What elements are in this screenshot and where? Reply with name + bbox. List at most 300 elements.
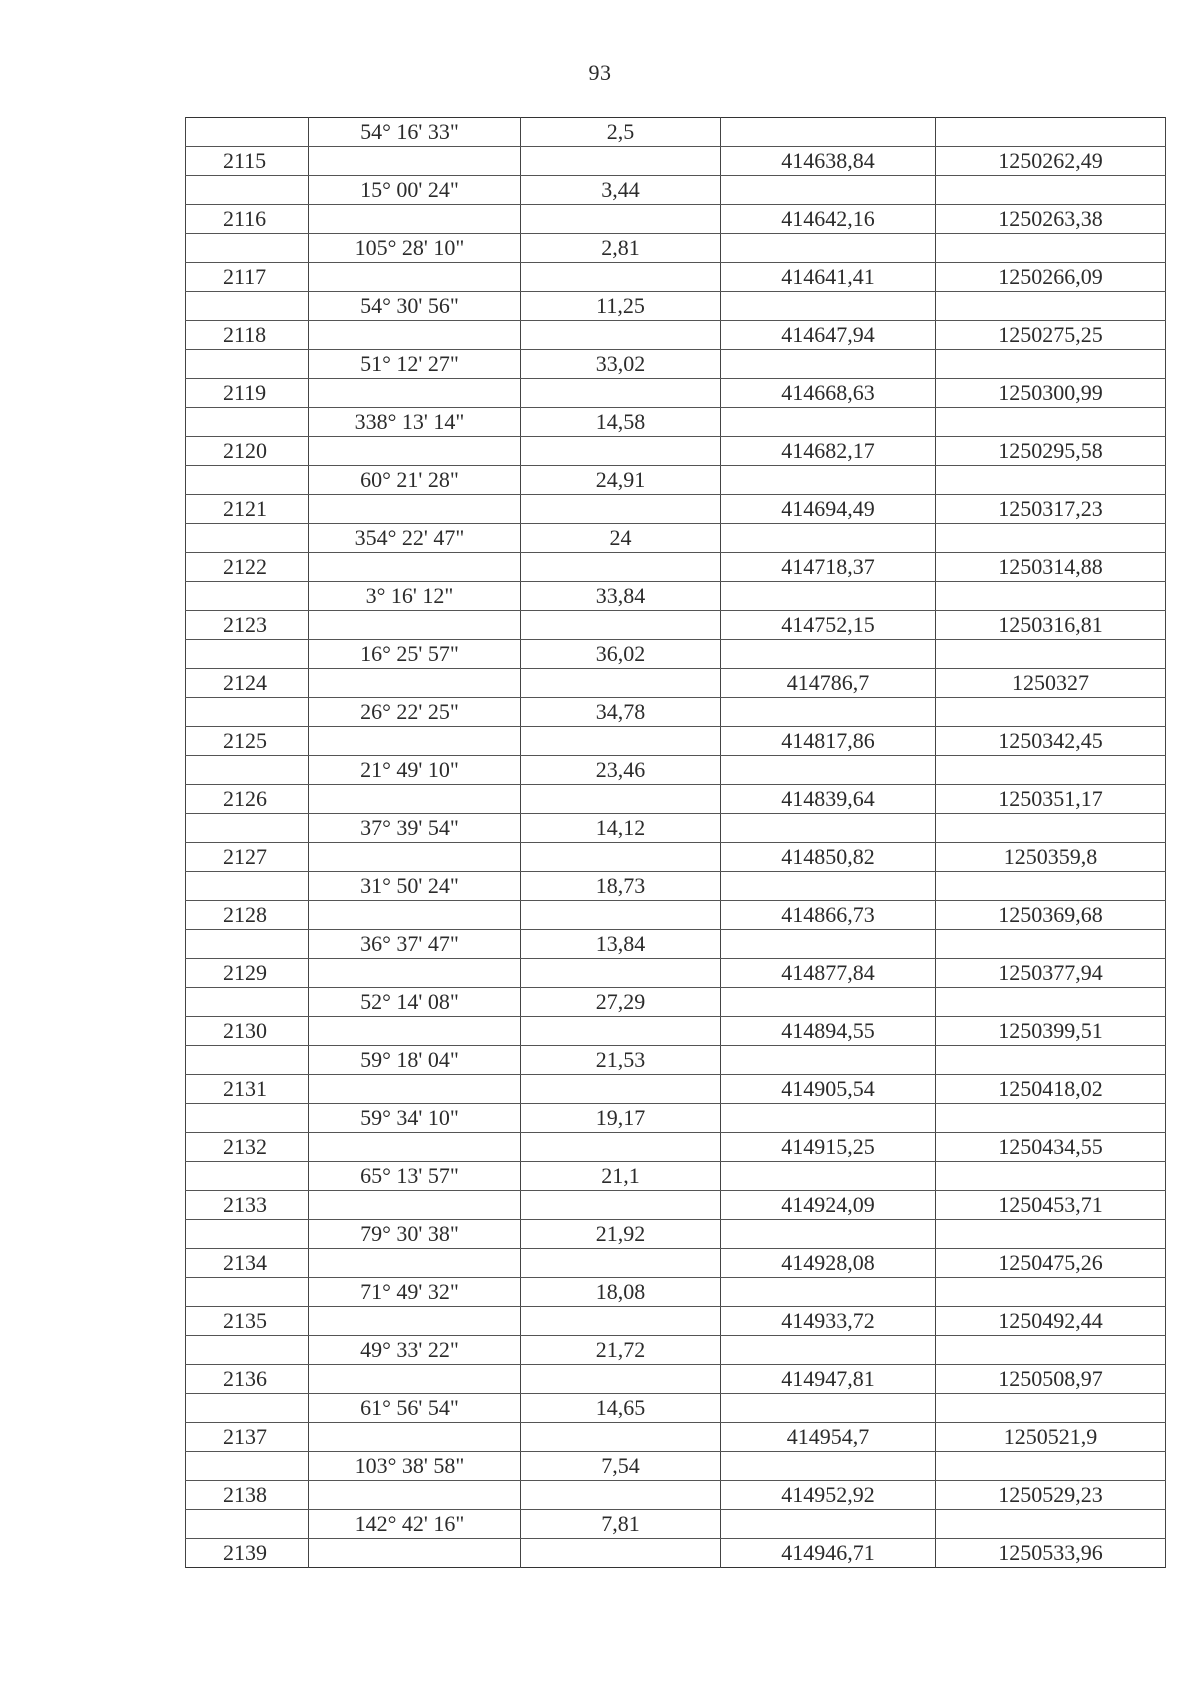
direction-angle-cell: 103° 38' 58"	[309, 1452, 521, 1481]
direction-angle-cell	[309, 1133, 521, 1162]
point-number-cell: 2117	[186, 263, 309, 292]
segment-row	[186, 1220, 1166, 1249]
point-number-cell: 2127	[186, 843, 309, 872]
point-row	[186, 263, 1166, 292]
point-number-cell: 2118	[186, 321, 309, 350]
distance-cell: 14,58	[521, 408, 721, 437]
point-row	[186, 553, 1166, 582]
y-coordinate-cell	[936, 814, 1166, 843]
direction-angle-cell	[309, 785, 521, 814]
distance-cell	[521, 263, 721, 292]
distance-cell: 18,73	[521, 872, 721, 901]
y-coordinate-cell: 1250369,68	[936, 901, 1166, 930]
y-coordinate-cell	[936, 640, 1166, 669]
distance-cell: 21,1	[521, 1162, 721, 1191]
y-coordinate-cell: 1250529,23	[936, 1481, 1166, 1510]
point-row	[186, 1539, 1166, 1568]
x-coordinate-cell	[721, 466, 936, 495]
y-coordinate-cell: 1250475,26	[936, 1249, 1166, 1278]
segment-row	[186, 176, 1166, 205]
y-coordinate-cell	[936, 872, 1166, 901]
point-row	[186, 1191, 1166, 1220]
direction-angle-cell	[309, 1249, 521, 1278]
point-row	[186, 1017, 1166, 1046]
direction-angle-cell: 49° 33' 22"	[309, 1336, 521, 1365]
y-coordinate-cell: 1250418,02	[936, 1075, 1166, 1104]
y-coordinate-cell: 1250316,81	[936, 611, 1166, 640]
direction-angle-cell: 59° 34' 10"	[309, 1104, 521, 1133]
x-coordinate-cell: 414641,41	[721, 263, 936, 292]
direction-angle-cell: 15° 00' 24"	[309, 176, 521, 205]
direction-angle-cell	[309, 553, 521, 582]
point-row	[186, 437, 1166, 466]
direction-angle-cell	[309, 1191, 521, 1220]
direction-angle-cell: 59° 18' 04"	[309, 1046, 521, 1075]
direction-angle-cell	[309, 727, 521, 756]
y-coordinate-cell	[936, 1220, 1166, 1249]
point-row	[186, 727, 1166, 756]
y-coordinate-cell: 1250317,23	[936, 495, 1166, 524]
direction-angle-cell	[309, 959, 521, 988]
segment-row	[186, 1394, 1166, 1423]
point-row	[186, 1249, 1166, 1278]
x-coordinate-cell	[721, 640, 936, 669]
distance-cell: 24,91	[521, 466, 721, 495]
distance-cell: 13,84	[521, 930, 721, 959]
point-number-cell: 2132	[186, 1133, 309, 1162]
point-row	[186, 147, 1166, 176]
x-coordinate-cell: 414752,15	[721, 611, 936, 640]
y-coordinate-cell	[936, 118, 1166, 147]
y-coordinate-cell: 1250533,96	[936, 1539, 1166, 1568]
point-number-cell	[186, 1162, 309, 1191]
y-coordinate-cell: 1250266,09	[936, 263, 1166, 292]
point-number-cell: 2138	[186, 1481, 309, 1510]
point-number-cell: 2124	[186, 669, 309, 698]
y-coordinate-cell	[936, 524, 1166, 553]
y-coordinate-cell: 1250377,94	[936, 959, 1166, 988]
distance-cell: 21,92	[521, 1220, 721, 1249]
point-number-cell: 2137	[186, 1423, 309, 1452]
direction-angle-cell: 65° 13' 57"	[309, 1162, 521, 1191]
y-coordinate-cell	[936, 176, 1166, 205]
segment-row	[186, 524, 1166, 553]
point-row	[186, 1075, 1166, 1104]
y-coordinate-cell	[936, 234, 1166, 263]
point-number-cell	[186, 640, 309, 669]
segment-row	[186, 814, 1166, 843]
x-coordinate-cell: 414817,86	[721, 727, 936, 756]
direction-angle-cell	[309, 321, 521, 350]
x-coordinate-cell	[721, 234, 936, 263]
x-coordinate-cell	[721, 872, 936, 901]
segment-row	[186, 756, 1166, 785]
distance-cell	[521, 785, 721, 814]
y-coordinate-cell: 1250327	[936, 669, 1166, 698]
point-row	[186, 1133, 1166, 1162]
point-number-cell: 2123	[186, 611, 309, 640]
distance-cell: 21,72	[521, 1336, 721, 1365]
distance-cell	[521, 379, 721, 408]
y-coordinate-cell: 1250508,97	[936, 1365, 1166, 1394]
y-coordinate-cell	[936, 698, 1166, 727]
direction-angle-cell: 36° 37' 47"	[309, 930, 521, 959]
y-coordinate-cell: 1250492,44	[936, 1307, 1166, 1336]
x-coordinate-cell: 414905,54	[721, 1075, 936, 1104]
segment-row	[186, 1162, 1166, 1191]
point-number-cell	[186, 524, 309, 553]
distance-cell: 7,81	[521, 1510, 721, 1539]
point-number-cell	[186, 176, 309, 205]
coordinates-table-body	[186, 118, 1166, 1568]
direction-angle-cell: 71° 49' 32"	[309, 1278, 521, 1307]
distance-cell	[521, 553, 721, 582]
x-coordinate-cell: 414786,7	[721, 669, 936, 698]
y-coordinate-cell: 1250263,38	[936, 205, 1166, 234]
direction-angle-cell	[309, 379, 521, 408]
distance-cell: 18,08	[521, 1278, 721, 1307]
distance-cell: 36,02	[521, 640, 721, 669]
point-row	[186, 205, 1166, 234]
distance-cell: 24	[521, 524, 721, 553]
x-coordinate-cell	[721, 292, 936, 321]
point-row	[186, 669, 1166, 698]
distance-cell	[521, 669, 721, 698]
direction-angle-cell	[309, 1481, 521, 1510]
segment-row	[186, 408, 1166, 437]
segment-row	[186, 1104, 1166, 1133]
point-number-cell: 2134	[186, 1249, 309, 1278]
point-number-cell	[186, 1336, 309, 1365]
distance-cell	[521, 147, 721, 176]
x-coordinate-cell	[721, 1452, 936, 1481]
direction-angle-cell: 354° 22' 47"	[309, 524, 521, 553]
distance-cell	[521, 611, 721, 640]
direction-angle-cell	[309, 1017, 521, 1046]
y-coordinate-cell: 1250351,17	[936, 785, 1166, 814]
x-coordinate-cell	[721, 1104, 936, 1133]
point-number-cell	[186, 930, 309, 959]
direction-angle-cell	[309, 1365, 521, 1394]
y-coordinate-cell	[936, 350, 1166, 379]
x-coordinate-cell	[721, 1336, 936, 1365]
x-coordinate-cell: 414924,09	[721, 1191, 936, 1220]
direction-angle-cell	[309, 205, 521, 234]
segment-row	[186, 118, 1166, 147]
point-number-cell	[186, 814, 309, 843]
x-coordinate-cell	[721, 1046, 936, 1075]
direction-angle-cell: 21° 49' 10"	[309, 756, 521, 785]
distance-cell	[521, 901, 721, 930]
y-coordinate-cell	[936, 756, 1166, 785]
point-number-cell: 2126	[186, 785, 309, 814]
distance-cell	[521, 1365, 721, 1394]
y-coordinate-cell	[936, 1162, 1166, 1191]
x-coordinate-cell: 414928,08	[721, 1249, 936, 1278]
point-row	[186, 959, 1166, 988]
distance-cell	[521, 1423, 721, 1452]
x-coordinate-cell: 414718,37	[721, 553, 936, 582]
y-coordinate-cell: 1250295,58	[936, 437, 1166, 466]
distance-cell	[521, 437, 721, 466]
x-coordinate-cell	[721, 988, 936, 1017]
segment-row	[186, 988, 1166, 1017]
distance-cell	[521, 1307, 721, 1336]
y-coordinate-cell: 1250342,45	[936, 727, 1166, 756]
distance-cell	[521, 727, 721, 756]
direction-angle-cell: 61° 56' 54"	[309, 1394, 521, 1423]
y-coordinate-cell	[936, 292, 1166, 321]
x-coordinate-cell	[721, 1510, 936, 1539]
direction-angle-cell: 3° 16' 12"	[309, 582, 521, 611]
y-coordinate-cell	[936, 930, 1166, 959]
point-number-cell	[186, 756, 309, 785]
point-number-cell	[186, 582, 309, 611]
direction-angle-cell: 142° 42' 16"	[309, 1510, 521, 1539]
segment-row	[186, 930, 1166, 959]
point-row	[186, 1423, 1166, 1452]
point-number-cell	[186, 350, 309, 379]
point-number-cell: 2128	[186, 901, 309, 930]
x-coordinate-cell	[721, 1162, 936, 1191]
x-coordinate-cell	[721, 698, 936, 727]
x-coordinate-cell: 414952,92	[721, 1481, 936, 1510]
point-number-cell: 2136	[186, 1365, 309, 1394]
x-coordinate-cell: 414642,16	[721, 205, 936, 234]
point-row	[186, 785, 1166, 814]
distance-cell: 34,78	[521, 698, 721, 727]
point-number-cell: 2120	[186, 437, 309, 466]
distance-cell: 14,12	[521, 814, 721, 843]
y-coordinate-cell	[936, 582, 1166, 611]
x-coordinate-cell	[721, 930, 936, 959]
point-number-cell: 2131	[186, 1075, 309, 1104]
point-number-cell: 2121	[186, 495, 309, 524]
segment-row	[186, 640, 1166, 669]
x-coordinate-cell	[721, 756, 936, 785]
segment-row	[186, 872, 1166, 901]
distance-cell: 19,17	[521, 1104, 721, 1133]
x-coordinate-cell: 414638,84	[721, 147, 936, 176]
distance-cell: 33,84	[521, 582, 721, 611]
x-coordinate-cell	[721, 118, 936, 147]
distance-cell: 2,5	[521, 118, 721, 147]
direction-angle-cell	[309, 669, 521, 698]
x-coordinate-cell: 414647,94	[721, 321, 936, 350]
direction-angle-cell	[309, 437, 521, 466]
point-number-cell	[186, 872, 309, 901]
point-number-cell	[186, 1510, 309, 1539]
point-number-cell	[186, 988, 309, 1017]
point-row	[186, 1481, 1166, 1510]
point-number-cell: 2119	[186, 379, 309, 408]
point-number-cell	[186, 292, 309, 321]
y-coordinate-cell	[936, 1046, 1166, 1075]
x-coordinate-cell: 414694,49	[721, 495, 936, 524]
y-coordinate-cell	[936, 1278, 1166, 1307]
point-row	[186, 1307, 1166, 1336]
direction-angle-cell	[309, 901, 521, 930]
segment-row	[186, 1278, 1166, 1307]
point-number-cell: 2115	[186, 147, 309, 176]
point-number-cell: 2122	[186, 553, 309, 582]
point-number-cell: 2133	[186, 1191, 309, 1220]
distance-cell	[521, 205, 721, 234]
point-row	[186, 1365, 1166, 1394]
page-number: 93	[588, 60, 612, 85]
distance-cell: 27,29	[521, 988, 721, 1017]
point-number-cell: 2139	[186, 1539, 309, 1568]
distance-cell: 33,02	[521, 350, 721, 379]
x-coordinate-cell	[721, 582, 936, 611]
distance-cell	[521, 843, 721, 872]
direction-angle-cell: 338° 13' 14"	[309, 408, 521, 437]
x-coordinate-cell	[721, 350, 936, 379]
point-number-cell	[186, 1394, 309, 1423]
y-coordinate-cell	[936, 408, 1166, 437]
point-number-cell	[186, 698, 309, 727]
distance-cell	[521, 1191, 721, 1220]
distance-cell	[521, 1539, 721, 1568]
direction-angle-cell	[309, 495, 521, 524]
distance-cell	[521, 1017, 721, 1046]
x-coordinate-cell	[721, 1394, 936, 1423]
y-coordinate-cell: 1250300,99	[936, 379, 1166, 408]
distance-cell	[521, 495, 721, 524]
y-coordinate-cell	[936, 466, 1166, 495]
distance-cell	[521, 1075, 721, 1104]
point-number-cell	[186, 1452, 309, 1481]
point-row	[186, 901, 1166, 930]
point-row	[186, 843, 1166, 872]
direction-angle-cell: 52° 14' 08"	[309, 988, 521, 1017]
x-coordinate-cell: 414866,73	[721, 901, 936, 930]
x-coordinate-cell: 414946,71	[721, 1539, 936, 1568]
y-coordinate-cell	[936, 1510, 1166, 1539]
y-coordinate-cell: 1250399,51	[936, 1017, 1166, 1046]
distance-cell	[521, 959, 721, 988]
distance-cell	[521, 1249, 721, 1278]
point-number-cell: 2135	[186, 1307, 309, 1336]
y-coordinate-cell: 1250521,9	[936, 1423, 1166, 1452]
y-coordinate-cell: 1250359,8	[936, 843, 1166, 872]
point-number-cell: 2130	[186, 1017, 309, 1046]
x-coordinate-cell	[721, 1278, 936, 1307]
direction-angle-cell: 26° 22' 25"	[309, 698, 521, 727]
point-number-cell	[186, 1278, 309, 1307]
direction-angle-cell: 31° 50' 24"	[309, 872, 521, 901]
y-coordinate-cell: 1250314,88	[936, 553, 1166, 582]
point-number-cell	[186, 1104, 309, 1133]
direction-angle-cell: 54° 16' 33"	[309, 118, 521, 147]
direction-angle-cell	[309, 611, 521, 640]
point-number-cell	[186, 408, 309, 437]
direction-angle-cell	[309, 1307, 521, 1336]
distance-cell: 3,44	[521, 176, 721, 205]
direction-angle-cell: 54° 30' 56"	[309, 292, 521, 321]
segment-row	[186, 350, 1166, 379]
direction-angle-cell: 79° 30' 38"	[309, 1220, 521, 1249]
point-number-cell	[186, 234, 309, 263]
coordinates-table	[185, 117, 1166, 1568]
y-coordinate-cell	[936, 1336, 1166, 1365]
point-number-cell: 2129	[186, 959, 309, 988]
point-number-cell	[186, 1046, 309, 1075]
direction-angle-cell: 51° 12' 27"	[309, 350, 521, 379]
direction-angle-cell	[309, 1423, 521, 1452]
distance-cell	[521, 1481, 721, 1510]
y-coordinate-cell	[936, 1394, 1166, 1423]
direction-angle-cell: 105° 28' 10"	[309, 234, 521, 263]
distance-cell: 21,53	[521, 1046, 721, 1075]
x-coordinate-cell: 414850,82	[721, 843, 936, 872]
distance-cell: 23,46	[521, 756, 721, 785]
x-coordinate-cell: 414947,81	[721, 1365, 936, 1394]
direction-angle-cell	[309, 843, 521, 872]
segment-row	[186, 1510, 1166, 1539]
x-coordinate-cell: 414933,72	[721, 1307, 936, 1336]
x-coordinate-cell: 414668,63	[721, 379, 936, 408]
direction-angle-cell	[309, 1075, 521, 1104]
y-coordinate-cell: 1250453,71	[936, 1191, 1166, 1220]
segment-row	[186, 1046, 1166, 1075]
x-coordinate-cell: 414877,84	[721, 959, 936, 988]
x-coordinate-cell: 414954,7	[721, 1423, 936, 1452]
x-coordinate-cell	[721, 814, 936, 843]
point-number-cell	[186, 118, 309, 147]
x-coordinate-cell	[721, 524, 936, 553]
point-number-cell: 2116	[186, 205, 309, 234]
segment-row	[186, 292, 1166, 321]
distance-cell: 14,65	[521, 1394, 721, 1423]
direction-angle-cell: 16° 25' 57"	[309, 640, 521, 669]
x-coordinate-cell: 414915,25	[721, 1133, 936, 1162]
segment-row	[186, 582, 1166, 611]
point-number-cell	[186, 466, 309, 495]
distance-cell: 11,25	[521, 292, 721, 321]
x-coordinate-cell	[721, 1220, 936, 1249]
point-row	[186, 379, 1166, 408]
direction-angle-cell: 37° 39' 54"	[309, 814, 521, 843]
x-coordinate-cell: 414894,55	[721, 1017, 936, 1046]
y-coordinate-cell: 1250275,25	[936, 321, 1166, 350]
x-coordinate-cell	[721, 408, 936, 437]
x-coordinate-cell: 414839,64	[721, 785, 936, 814]
segment-row	[186, 234, 1166, 263]
direction-angle-cell	[309, 147, 521, 176]
point-row	[186, 321, 1166, 350]
y-coordinate-cell	[936, 988, 1166, 1017]
direction-angle-cell	[309, 1539, 521, 1568]
segment-row	[186, 1336, 1166, 1365]
y-coordinate-cell: 1250262,49	[936, 147, 1166, 176]
distance-cell: 7,54	[521, 1452, 721, 1481]
direction-angle-cell: 60° 21' 28"	[309, 466, 521, 495]
point-row	[186, 495, 1166, 524]
y-coordinate-cell: 1250434,55	[936, 1133, 1166, 1162]
x-coordinate-cell: 414682,17	[721, 437, 936, 466]
distance-cell	[521, 321, 721, 350]
segment-row	[186, 698, 1166, 727]
point-number-cell	[186, 1220, 309, 1249]
distance-cell	[521, 1133, 721, 1162]
direction-angle-cell	[309, 263, 521, 292]
y-coordinate-cell	[936, 1452, 1166, 1481]
segment-row	[186, 1452, 1166, 1481]
segment-row	[186, 466, 1166, 495]
x-coordinate-cell	[721, 176, 936, 205]
y-coordinate-cell	[936, 1104, 1166, 1133]
